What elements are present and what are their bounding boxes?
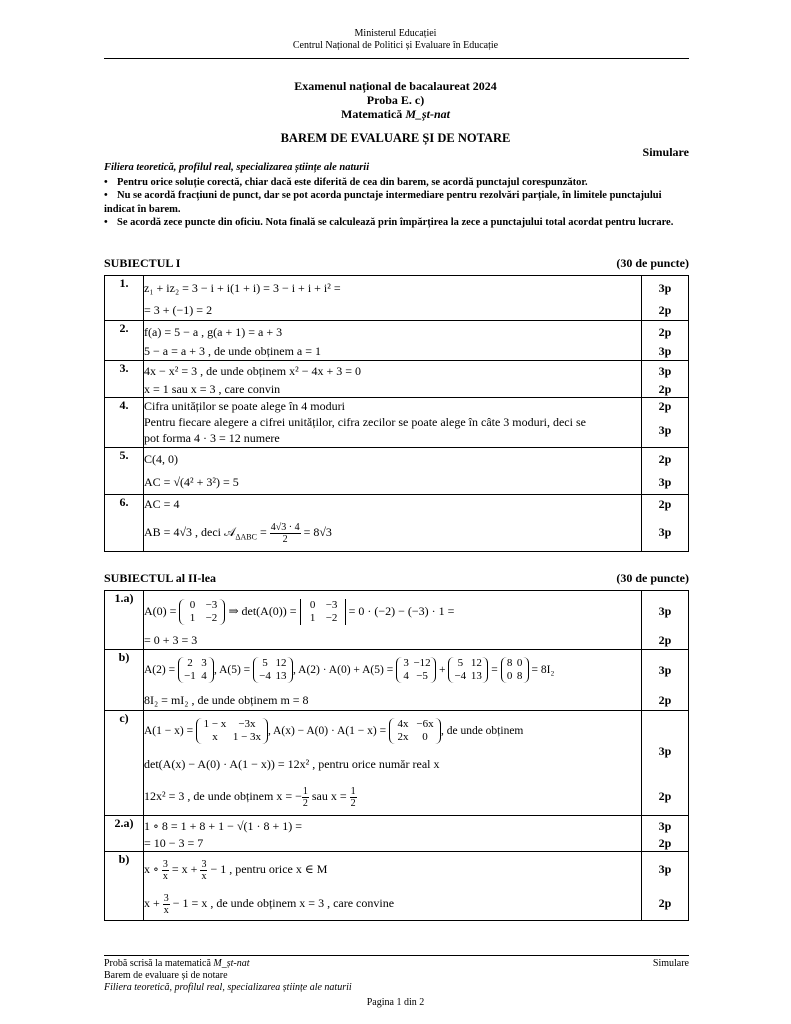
matrix-product xyxy=(396,657,436,683)
item-number: b) xyxy=(105,650,144,711)
item-number: 5. xyxy=(105,448,144,495)
table-row xyxy=(105,816,689,852)
matrix-cell: x xyxy=(212,731,218,744)
matrix-A2 xyxy=(178,657,214,683)
fraction-numerator: 1 xyxy=(350,785,356,797)
matrix-cell: −1 xyxy=(184,670,196,683)
exam-proba: Proba E. c) xyxy=(366,93,425,107)
solution-line xyxy=(144,513,641,551)
eq-tail: − 1 = x , de unde obținem x = 3 , care convine xyxy=(169,896,395,910)
instruction-item xyxy=(104,189,690,216)
footer-rule xyxy=(104,955,689,956)
solution-line: = 10 − 3 = 7 xyxy=(144,836,204,850)
label-A1x: A(1 − x) = xyxy=(144,725,196,737)
footer-profile: M_șt-nat xyxy=(213,958,250,969)
section-1-points: (30 de puncte) xyxy=(616,256,689,270)
half-fraction xyxy=(302,786,309,809)
footer-simulare: Simulare xyxy=(652,958,689,969)
solution-line: Cifra unităților se poate alege în 4 moduri xyxy=(144,399,345,413)
matrix-cell: 1 − x xyxy=(203,718,227,731)
item-content xyxy=(144,650,642,711)
points-value: 2p xyxy=(658,633,672,647)
matrix-cell: −6x xyxy=(416,718,434,731)
exam-subject-prefix: Matematică xyxy=(341,107,406,121)
footer-line-2: Barem de evaluare și de notare xyxy=(104,970,228,981)
det-calc: = 0 · (−2) − (−3) · 1 = xyxy=(345,604,455,618)
points-value: 2p xyxy=(658,836,672,850)
fraction-numerator: 4√3 · 4 xyxy=(270,521,300,533)
points-value: 3p xyxy=(658,604,672,618)
item-content xyxy=(144,361,642,398)
op-text: x ∘ xyxy=(144,862,162,876)
bullet-icon: • xyxy=(104,177,108,188)
label-diff: , A(x) − A(0) · A(1 − x) = xyxy=(267,725,389,737)
matrix-cell: 0 xyxy=(189,599,196,612)
section-2-header xyxy=(104,571,689,586)
section-2-points: (30 de puncte) xyxy=(616,571,689,585)
item-content xyxy=(144,591,642,650)
result-identity: = 8I₂ xyxy=(528,664,555,676)
item-content xyxy=(144,448,642,495)
matrix-diff xyxy=(389,718,441,744)
item-points xyxy=(642,852,689,921)
section-1-table xyxy=(104,275,689,552)
solution-line: 8I₂ = mI₂ , de unde obținem m = 8 xyxy=(144,693,309,707)
points-value: 3p xyxy=(658,744,672,758)
points-value: 3p xyxy=(658,281,672,295)
matrix-cell: 3 xyxy=(403,657,409,670)
instruction-text: Nu se acordă fracțiuni de punct, dar se pot acorda punctaje intermediare pentru rezolvări parțiale, în limitele punctajului indicat în barem. xyxy=(104,190,662,215)
plus-sign: + xyxy=(436,664,449,676)
points-value: 2p xyxy=(658,497,672,511)
matrix-result xyxy=(501,657,529,683)
item-points xyxy=(642,398,689,448)
points-value: 2p xyxy=(658,693,672,707)
item-number: b) xyxy=(105,852,144,921)
matrix-cell: 1 xyxy=(189,612,196,625)
item-number: 1. xyxy=(105,276,144,321)
table-row xyxy=(105,448,689,495)
instructions-list xyxy=(104,176,690,230)
matrix-cell: 12 xyxy=(275,657,287,670)
fraction-denominator: 2 xyxy=(282,533,288,545)
solution-line: = 0 + 3 = 3 xyxy=(144,633,198,647)
item-content xyxy=(144,852,642,921)
fraction-numerator: 1 xyxy=(302,785,308,797)
points-value: 2p xyxy=(658,325,672,339)
matrix-cell: −2 xyxy=(205,612,218,625)
eq-text: 12x² = 3 , de unde obținem x = − xyxy=(144,789,302,803)
matrix-cell: 2x xyxy=(397,731,409,744)
solution-line xyxy=(144,711,641,751)
matrix-cell: 0 xyxy=(309,599,316,612)
item-number: 2.a) xyxy=(105,816,144,852)
table-row xyxy=(105,711,689,816)
center-name: Centrul Național de Politici și Evaluare în Educație xyxy=(292,40,499,51)
matrix-cell: 4 xyxy=(403,670,409,683)
matrix-cell: −3 xyxy=(325,599,338,612)
equals-sign: = xyxy=(488,664,501,676)
solution-line: 4x − x² = 3 , de unde obținem x² − 4x + 3 = 0 xyxy=(144,364,362,378)
matrix-A1x xyxy=(196,718,268,744)
label-A2: A(2) = xyxy=(144,664,178,676)
points-value: 3p xyxy=(658,475,672,489)
table-row xyxy=(105,361,689,398)
filiera-line: Filiera teoretică, profilul real, specializarea științe ale naturii xyxy=(104,162,370,173)
or-text: sau x = xyxy=(308,789,350,803)
fraction-denominator: 2 xyxy=(302,797,308,809)
exam-subject-profile: M_șt-nat xyxy=(405,107,450,121)
solution-line: Pentru fiecare alegere a cifrei unităților, cifra zecilor se poate alege în câte 3 moduri, deci se xyxy=(144,415,586,429)
matrix-cell: −4 xyxy=(454,670,467,683)
solution-line xyxy=(144,886,641,920)
table-row xyxy=(105,852,689,921)
fraction-numerator: 3 xyxy=(201,858,207,870)
points-value: 3p xyxy=(658,364,672,378)
determinant xyxy=(300,599,346,625)
area-text: AB = 4√3 , deci 𝒜 xyxy=(144,525,236,539)
bullet-icon: • xyxy=(104,190,108,202)
item-points xyxy=(642,276,689,321)
solution-line: det(A(x) − A(0) · A(1 − x)) = 12x² , pentru orice număr real x xyxy=(144,757,440,771)
solution-line: 5 − a = a + 3 , de unde obținem a = 1 xyxy=(144,344,322,358)
eq-start: x + xyxy=(144,896,163,910)
area-fraction xyxy=(270,522,301,545)
matrix-A5 xyxy=(253,657,293,683)
item-points xyxy=(642,650,689,711)
item-points xyxy=(642,448,689,495)
page-number: Pagina 1 din 2 xyxy=(366,997,425,1008)
section-1-header xyxy=(104,256,689,271)
table-row xyxy=(105,398,689,448)
area-result: = 8√3 xyxy=(300,525,332,539)
matrix-A5-repeat xyxy=(448,657,488,683)
matrix-cell: 4 xyxy=(201,670,207,683)
section-2-title: SUBIECTUL al II-lea xyxy=(104,571,217,585)
instruction-text: Pentru orice soluție corectă, chiar dacă este diferită de cea din barem, se acordă punctajul corespunzător. xyxy=(117,177,588,188)
points-value: 3p xyxy=(658,525,672,539)
exam-subject xyxy=(0,107,791,121)
fraction-denominator: x xyxy=(162,870,168,882)
points-value: 3p xyxy=(658,663,672,677)
matrix-cell: 13 xyxy=(275,670,287,683)
solution-line: x = 1 sau x = 3 , care convin xyxy=(144,382,281,396)
matrix-cell: 0 xyxy=(516,657,523,670)
fraction-3-over-x xyxy=(162,859,169,882)
matrix-cell: −4 xyxy=(259,670,271,683)
matrix-cell: 8 xyxy=(506,657,513,670)
header-rule xyxy=(104,58,689,59)
matrix-cell: 2 xyxy=(187,657,193,670)
section-1-title: SUBIECTUL I xyxy=(104,256,181,270)
solution-line: z₁ + iz₂ = 3 − i + i(1 + i) = 3 − i + i + i² = xyxy=(144,281,341,295)
matrix-cell: −12 xyxy=(413,657,431,670)
item-number: c) xyxy=(105,711,144,816)
item-points xyxy=(642,816,689,852)
ministry-name: Ministerul Educației xyxy=(354,28,437,39)
simulare-label: Simulare xyxy=(642,145,689,159)
footer-exam: Probă scrisă la matematică xyxy=(104,958,214,969)
fraction-denominator: 2 xyxy=(350,797,356,809)
matrix-cell: 5 xyxy=(262,657,268,670)
solution-line: C(4, 0) xyxy=(144,452,178,466)
item-number: 3. xyxy=(105,361,144,398)
matrix-cell: −5 xyxy=(416,670,428,683)
item-number: 6. xyxy=(105,495,144,552)
item-content xyxy=(144,816,642,852)
footer-line-1 xyxy=(104,958,689,970)
fraction-numerator: 3 xyxy=(163,892,169,904)
matrix-cell: 8 xyxy=(516,670,523,683)
matrix-cell: −3x xyxy=(238,718,256,731)
instruction-text: Se acordă zece puncte din oficiu. Nota finală se calculează prin împărțirea la zece a punctajului total acordat pentru lucrare. xyxy=(117,217,674,229)
points-value: 2p xyxy=(658,382,672,396)
points-value: 3p xyxy=(658,423,672,437)
points-value: 2p xyxy=(658,303,672,317)
solution-line: = 3 + (−1) = 2 xyxy=(144,303,213,317)
barem-title: BAREM DE EVALUARE ȘI DE NOTARE xyxy=(280,131,511,145)
points-value: 3p xyxy=(658,862,672,876)
points-value: 3p xyxy=(658,819,672,833)
item-content xyxy=(144,276,642,321)
matrix-cell: 1 xyxy=(309,612,316,625)
solution-line xyxy=(144,852,641,886)
item-points xyxy=(642,361,689,398)
area-subscript: ΔABC xyxy=(235,532,257,542)
solution-line: pot forma 4 · 3 = 12 numere xyxy=(144,431,280,445)
fraction-denominator: x xyxy=(201,870,207,882)
matrix-cell: 4x xyxy=(397,718,409,731)
fraction-3-over-x xyxy=(163,893,170,916)
solution-line: A(0) = 0 −3 1 −2 ⇒ det(A(0)) = 0 −3 1 −2 = 0 · (−2) − (−3) · 1 = xyxy=(144,599,455,625)
points-value: 2p xyxy=(658,789,672,803)
op-tail: − 1 , pentru orice x ∈ M xyxy=(207,862,328,876)
solution-line xyxy=(144,650,641,690)
item-points xyxy=(642,711,689,816)
fraction-numerator: 3 xyxy=(162,858,168,870)
matrix-cell: 0 xyxy=(422,731,428,744)
op-eq: = x + xyxy=(168,862,201,876)
bullet-icon: • xyxy=(104,217,108,229)
matrix-cell: 13 xyxy=(470,670,482,683)
solution-line: f(a) = 5 − a , g(a + 1) = a + 3 xyxy=(144,325,283,339)
points-value: 3p xyxy=(658,344,672,358)
item-number: 1.a) xyxy=(105,591,144,650)
instruction-item xyxy=(104,176,690,189)
matrix-cell: 3 xyxy=(201,657,207,670)
matrix-cell: 12 xyxy=(470,657,482,670)
solution-line: 1 ∘ 8 = 1 + 8 + 1 − √(1 · 8 + 1) = xyxy=(144,819,303,833)
instruction-item xyxy=(104,216,690,229)
half-fraction xyxy=(350,786,357,809)
item-content xyxy=(144,711,642,816)
table-row xyxy=(105,321,689,361)
matrix-cell: −2 xyxy=(325,612,338,625)
area-eq: = xyxy=(256,525,270,539)
matrix-cell: 0 xyxy=(506,670,513,683)
points-value: 2p xyxy=(658,896,672,910)
table-row xyxy=(105,650,689,711)
item-points xyxy=(642,321,689,361)
points-value: 2p xyxy=(658,452,672,466)
solution-line: AC = √(4² + 3²) = 5 xyxy=(144,475,239,489)
item-points xyxy=(642,591,689,650)
item-number: 4. xyxy=(105,398,144,448)
table-row xyxy=(105,495,689,552)
solution-line xyxy=(144,777,641,815)
label-sum: , A(2) · A(0) + A(5) = xyxy=(293,664,397,676)
item-content xyxy=(144,321,642,361)
section-2-table xyxy=(104,590,689,921)
points-value: 2p xyxy=(658,399,672,413)
item-points xyxy=(642,495,689,552)
footer-line-3: Filiera teoretică, profilul real, specializarea științe ale naturii xyxy=(104,982,352,993)
solution-line: AC = 4 xyxy=(144,497,180,511)
item-content xyxy=(144,398,642,448)
label-A5: , A(5) = xyxy=(213,664,254,676)
table-row xyxy=(105,591,689,650)
item-number: 2. xyxy=(105,321,144,361)
fraction-denominator: x xyxy=(163,904,169,916)
exam-title: Examenul național de bacalaureat 2024 xyxy=(294,79,497,93)
table-row xyxy=(105,276,689,321)
obtain-text: , de unde obținem xyxy=(440,725,524,737)
matrix-A0 xyxy=(179,599,225,625)
matrix-cell: 1 − 3x xyxy=(232,731,262,744)
item-content xyxy=(144,495,642,552)
matrix-cell: −3 xyxy=(205,599,218,612)
matrix-cell: 5 xyxy=(457,657,464,670)
det-arrow: ⇒ det(A(0)) = xyxy=(225,604,300,618)
